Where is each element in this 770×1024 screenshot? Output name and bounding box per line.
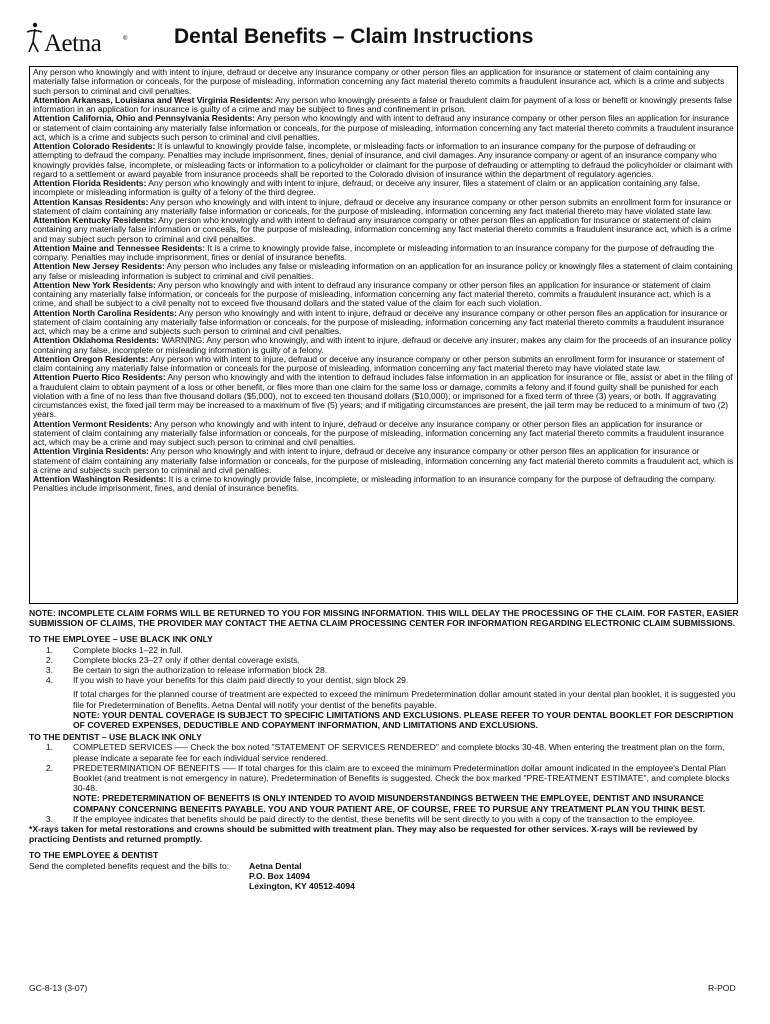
warning-text: Any person who knowingly and with intent to defraud any insurance company or other person files an application for insurance or statement of claim containing any materially false information, or conceals for the purpose of misleading, information concerning any fact material thereto, commits a fraudulent insurance act, which is a crime, and shall be subject to a civil penalty not to exceed five thousand dollars and the stated value of the claim for each such violation. [33,279,711,309]
send-instruction: Send the completed benefits request and the bills to: [29,860,230,871]
employee-list-item [29,645,741,655]
warning-text: Any person who knowingly and with intent to defraud any insurance company or other person files an application for insurance or statement of claim containing any materially false information or conceals, for the purpose of misleading, information concerning any fact material thereto commits a fraudulent insurance act, which is a crime and may subject such person to criminal and civil penalties. [33,215,732,244]
state-label: Attention Washington Residents: [33,474,167,484]
warning-text: Any person who knowingly and with the intention to defraud includes false information in an application for insurance or file, assist or abet in the filing of a fraudulent claim to obtain payment of a loss or other benefit, or files more than one claim for the same loss or damage, commits a felony and if found guilty shall be punished for each violation with a fine of no less than five thousand dollars ($5,000), not to exceed ten thousand dollars ($10,000); or imprisoned for a fixed term of three (3) years, or both. If aggravating circumstances exist, the fixed jail term may be increased to a maximum of five (5) years; and if mitigating circumstances are present, the jail term may be reduced to a minimum of two (2) years. [33,372,733,420]
fraud-warning-box [29,66,738,604]
fraud-warning-paragraph [33,309,734,337]
mailing-address [29,861,741,871]
state-label: Attention Puerto Rico Residents: [33,372,166,383]
warning-text: Any person who knowingly presents a false or fraudulent claim for payment of a loss or benefit or knowingly presents false information in an application for insurance is guilty of a crime and may be subject to fines and confinement in prison. [33,94,732,114]
predetermination-note: NOTE: PREDETERMINATION OF BENEFITS IS ONLY INTENDED TO AVOID MISUNDERSTANDINGS BETWEEN THE EMPLOYEE, DENTIST AND INSURANCE COMPANY CONCERNING BENEFITS PAYABLE. YOU AND YOUR PATIENT ARE, OF COURSE, FREE TO PURSUE ANY TREATMENT PLAN YOU THINK BEST. [73,793,706,814]
item-text: Complete blocks 1–22 in full. [73,644,183,655]
item-number: 1. [45,644,53,655]
fraud-warning-paragraph [33,475,734,494]
state-label: Attention New Jersey Residents: [33,261,165,272]
page-title: Dental Benefits – Claim Instructions [174,25,534,48]
fraud-warning-paragraph [33,355,734,374]
warning-text: Any person who knowingly and with intent to injure, defraud or deceive any insurance company or other person files an application for insurance or statement of claim containing any materially false information or conceals, for the purpose of misleading, information concerning any fact material thereto commits a fraudulent insurance act, which is a crime and subjects such person to criminal and civil penalties. [33,67,725,96]
employee-list [29,645,741,686]
warning-text: Any person who knowingly and with intent to injure, defraud or deceive any insurance company or other person files an application for insurance or statement of claim containing any materially false information or conceals, for the purpose of misleading, information concerning any fact material thereto commits a fraudulent insurance act, which may be a crime and may subject such person to criminal and civil penalties. [33,418,724,447]
xray-note: *X-rays taken for metal restorations and crowns should be submitted with treatment plan. They may also be requested for other services. X-rays will be reviewed by practicing Dentists and returned promptly. [29,824,698,845]
dentist-item-3: 3. If the employee indicates that benefits should be paid directly to the dentist, these benefits will be sent directly to you with a copy of the transaction to the employee. [45,813,695,824]
item-text: Complete blocks 23–27 only if other dental coverage exists. [73,654,300,665]
warning-text: It is a crime to knowingly provide false, incomplete, or misleading information to an insurance company for the purpose of defrauding the company. Penalties include imprisonment, fines, and denial of insurance benefits. [33,474,717,494]
fraud-warning-paragraph [33,198,734,217]
logo-wordmark: Aetna [44,30,102,57]
item-text: If you wish to have your benefits for this claim paid directly to your dentist, sign block 29. [73,675,409,686]
item-number: 4. [45,675,53,686]
fraud-warning-paragraph [33,216,734,244]
warning-text: It is a crime to knowingly provide false, incomplete or misleading information to an insurance company for the purpose of defrauding the company. Penalties may include imprisonment, fines or denial of insurance benefits. [33,242,715,262]
fraud-warning-paragraph [33,96,734,115]
warning-text: It is unlawful to knowingly provide false, incomplete, or misleading facts or information to an insurance company for the purpose of defrauding or attempting to defraud the company. Penalties may include imprisonment, fines, denial of insurance, and civil damages. Any insurance company or agent of an insurance company who knowingly provides false, incomplete, or misleading facts or information to a policyholder or claimant for the purpose of defrauding or attempting to defraud the policyholder or claimant with regard to a settlement or award payable from insurance proceeds shall be reported to the Colorado division of insurance within the department of regulatory agencies. [33,141,733,179]
fraud-warning-paragraph [33,68,734,96]
address-spacer [29,881,249,891]
address-line-2: P.O. Box 14094 [249,870,310,881]
fraud-warning-paragraph [33,244,734,263]
fraud-warning-paragraph [33,262,734,281]
warning-text: Any person who knowingly and with intent to injure, defraud, or deceive any insurer, files a statement of claim or an application containing any false, incomplete or misleading information is guilty of a felony of the third degree. [33,178,700,198]
warning-text: Any person who knowingly and with intent to injure, defraud or deceive any insurance company or other person files an application for insurance or statement of claim containing any materially false information or conceals, for the purpose of misleading, information concerning any fact material thereto commits a fraudulent act, which is a crime and subjects such person to criminal and civil penalties. [33,446,734,475]
state-label: Attention Florida Residents: [33,178,147,188]
address-row-3 [29,881,741,891]
logo-trademark: ® [123,36,128,42]
state-label: Attention Kansas Residents: [33,196,149,207]
state-label: Attention New York Residents: [33,279,156,290]
address-spacer [29,871,249,881]
fraud-warning-paragraph [33,142,734,179]
dentist-heading: TO THE DENTIST – USE BLACK INK ONLY [29,732,202,743]
employee-list-item [29,665,741,675]
footer-code: R-POD [708,983,736,993]
fraud-warning-paragraph [33,281,734,309]
instructions [29,608,741,891]
item-number: 3. [45,665,53,676]
dentist-item-1: 1. COMPLETED SERVICES —– Check the box noted "STATEMENT OF SERVICES RENDERED" and complete blocks 30-48. When entering the treatment plan on the form, please indicate a separate fee for each individual service rendered. [45,742,725,763]
fraud-warning-paragraph [33,114,734,142]
item-text: Be certain to sign the authorization to release information block 28. [73,665,328,676]
warning-text: WARNING: Any person who knowingly, and with intent to injure, defraud or deceive any insurer, makes any claim for the proceeds of an insurance policy containing any false, incomplete or misleading information is guilty of a felony. [33,335,732,355]
state-label: Attention North Carolina Residents: [33,307,177,318]
fraud-warning-paragraph [33,420,734,448]
state-label: Attention Maine and Tennessee Residents: [33,242,206,253]
address-row-2 [29,871,741,881]
warning-text: Any person who knowingly and with intent to injure, defraud or deceive any insurance company or other person submits an enrollment form for insurance or statement of claim containing any materially false information or conceals, for the purpose of misleading, information concerning any fact material thereto may have violated state law. [33,196,732,216]
state-label: Attention Vermont Residents: [33,418,153,429]
state-label: Attention Virginia Residents: [33,446,149,457]
address-line-1: Aetna Dental [249,860,302,871]
fraud-warning-paragraph [33,447,734,475]
aetna-logo [24,22,134,62]
employee-predetermination-text: If total charges for the planned course of treatment are expected to exceed the minimum Predetermination dollar amount stated in your dental plan booklet, it is suggested you file for Predetermination of Benefits. Aetna Dental will notify your dentist of the benefits payable. [73,689,736,710]
aetna-figure-icon [24,22,44,54]
warning-text: Any person who knowingly and with intent to injure, defraud or deceive any insurance company or other person files an application for insurance or statement of claim containing any materially false information or conceals, for the purpose of misleading, information concerning any fact material thereto commits a fraudulent insurance act, which may be a crime and subjects such person to criminal and civil penalties. [33,307,728,336]
address-line-3: Lexington, KY 40512-4094 [249,881,355,892]
state-label: Attention Oklahoma Residents: [33,335,160,346]
warning-text: Any person who knowingly and with intent to defraud any insurance company or other person files an application for insurance or statement of claim containing any materially false information or conceals, for the purpose of misleading, information concerning any fact material thereto commits a fraudulent insurance act, which is a crime and subjects such person to criminal and civil penalties. [33,113,734,142]
dentist-item-2: 2. PREDETERMINATION OF BENEFITS —– If total charges for this claim are to exceed the minimum Predetermination dollar amount indicated in the employee's Dental Plan Booklet (and treatment is not emergency in nature), Predetermination of Benefits is suggested. Check the box marked "PRE-TREATMENT ESTIMATE", and complete blocks 30-48. [45,762,730,794]
form-code: GC-8-13 (3-07) [29,983,88,993]
fraud-warning-paragraph [33,373,734,419]
employee-dentist-heading: TO THE EMPLOYEE & DENTIST [29,850,159,861]
state-label: Attention Arkansas, Louisiana and West Virginia Residents: [33,94,274,105]
item-number: 2. [45,654,53,665]
state-label: Attention Colorado Residents: [33,141,156,151]
employee-list-item [29,655,741,665]
coverage-note: NOTE: YOUR DENTAL COVERAGE IS SUBJECT TO SPECIFIC LIMITATIONS AND EXCLUSIONS. PLEASE REFER TO YOUR DENTAL BOOKLET FOR DESCRIPTION OF COVERED EXPENSES, DEDUCTIBLE AND COPAYMENT INFORMATION, AND LIMITATIONS AND EXCLUSIONS. [73,709,734,731]
warning-text: Any person who with intent to injure, defraud or deceive any insurance company or other person submits an enrollment form for insurance or statement of claim containing any materially false information or conceals for the purpose of misleading, information concerning any fact material thereto may have violated state law. [33,353,725,373]
warning-text: Any person who includes any false or misleading information on an application for an insurance policy or knowingly files a statement of claim containing any false or misleading information is subject to criminal and civil penalties. [33,261,733,281]
state-label: Attention Kentucky Residents: [33,215,157,225]
employee-list-item [29,675,741,685]
state-label: Attention Oregon Residents: [33,353,149,364]
incomplete-forms-note: NOTE: INCOMPLETE CLAIM FORMS WILL BE RETURNED TO YOU FOR MISSING INFORMATION. THIS WILL DELAY THE PROCESSING OF THE CLAIM. FOR FASTER, EASIER SUBMISSION OF CLAIMS, THE PROVIDER MAY CONTACT THE AETNA CLAIM PROCESSING CENTER FOR INFORMATION REGARDING ELECTRONIC CLAIM SUBMISSIONS. [29,608,739,629]
state-label: Attention California, Ohio and Pennsylvania Residents: [33,113,255,124]
employee-heading: TO THE EMPLOYEE – USE BLACK INK ONLY [29,634,213,645]
fraud-warning-paragraph [33,179,734,198]
fraud-warning-paragraph [33,336,734,355]
